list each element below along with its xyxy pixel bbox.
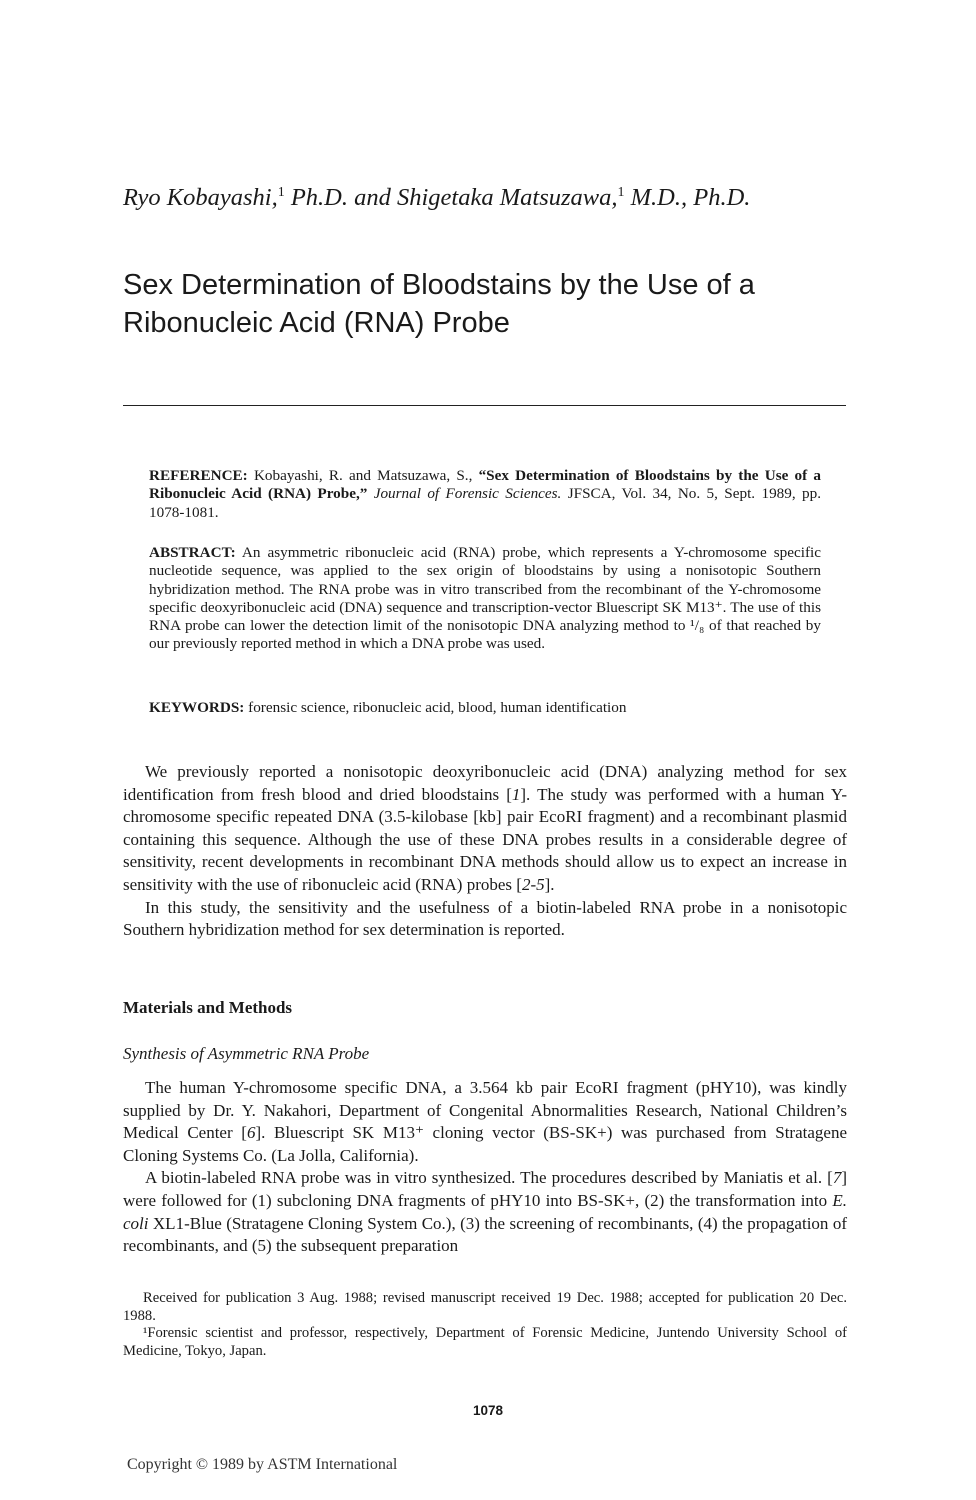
reference-journal: Journal of Forensic Sciences. [367, 485, 562, 503]
methods-p2-text-a: A biotin-labeled RNA probe was in vitro synthesized. The procedures described by Maniatis et al. [ [145, 1168, 833, 1188]
page-number: 1078 [472, 1403, 504, 1418]
author-2-name: Ph.D. and Shigetaka Matsuzawa, [284, 184, 618, 211]
methods-paragraph-1 [123, 1077, 847, 1167]
author-1-name: Ryo Kobayashi, [123, 184, 278, 211]
author-2-degree: M.D., Ph.D. [624, 184, 751, 211]
abstract-text: An asymmetric ribonucleic acid (RNA) probe, which represents a Y-chromosome specific nucleotide sequence, was applied to the sex origin of bloodstains by using a nonisotopic Southern hybridization method. The RNA probe was in vitro transcribed from the recombinant of the Y-chromosome specific deoxyribonucleic acid (DNA) sequence and transcription-vector Bluescript SK M13⁺. The use of this RNA probe can lower the detection limit of the nonisotopic DNA analyzing method to ¹/₈ of that reached by our previously reported method in which a DNA probe was used. [149, 544, 821, 653]
methods-p2-text-c: XL1-Blue (Stratagene Cloning System Co.), (3) the screening of recombinants, (4) the propagation of recombinants, and (5) the subsequent preparation [123, 1213, 847, 1256]
intro-p1-text-a: We previously reported a nonisotopic deoxyribonucleic acid (DNA) analyzing method for sex identification from fresh blood and dried bloodstains [ [123, 762, 847, 804]
footnotes [123, 1290, 847, 1360]
reference-article-title: “Sex Determination of Bloodstains by the Use of a Ribonucleic Acid (RNA) Probe,” [149, 467, 821, 503]
title-line-2: Ribonucleic Acid (RNA) Probe [123, 307, 510, 339]
reference-block [149, 467, 821, 522]
citation-7: 7 [832, 1168, 842, 1188]
methods-p1-text-b: ]. Bluescript SK M13⁺ cloning vector (BS-SK+) was purchased from Stratagene Cloning Systems Co. (La Jolla, California). [123, 1123, 847, 1165]
footnote-received: Received for publication 3 Aug. 1988; revised manuscript received 19 Dec. 1988; accepted for publication 20 Dec. 1988. [123, 1290, 847, 1324]
abstract-label: ABSTRACT: [149, 544, 236, 561]
methods-p2-text-b: ] were followed for (1) subcloning DNA fragments of pHY10 into BS-SK+, (2) the transformation into [123, 1168, 847, 1210]
author-line [123, 184, 883, 212]
citation-6: 6 [246, 1123, 256, 1143]
methods-paragraph-2 [123, 1167, 847, 1257]
keywords-label: KEYWORDS: [149, 699, 245, 716]
citation-2-5: 2-5 [521, 874, 545, 894]
article-title [123, 266, 863, 342]
intro-p1-text-c: ]. [544, 874, 555, 894]
author-1-footnote-mark: 1 [277, 185, 285, 200]
abstract-block [149, 544, 821, 654]
keywords-block [149, 699, 821, 717]
reference-authors: Kobayashi, R. and Matsuzawa, S., [247, 467, 479, 484]
title-line-1: Sex Determination of Bloodstains by the Use of a [123, 269, 755, 301]
species-name: E. coli [123, 1190, 847, 1233]
citation-1: 1 [511, 784, 521, 804]
introduction-section [123, 761, 847, 942]
title-divider [123, 405, 846, 406]
reference-label: REFERENCE: [149, 467, 248, 484]
author-2-footnote-mark: 1 [617, 185, 625, 200]
intro-p1-text-b: ]. The study was performed with a human Y-chromosome specific repeated DNA (3.5-kilobase [kb] pair EcoRI fragment) and a recombinant plasmid containing this sequence. Although the use of these DNA probes results in a considerable degree of sensitivity, recent developments in recombinant DNA methods should allow us to expect an increase in sensitivity with the use of ribonucleic acid (RNA) probes [ [123, 784, 847, 894]
copyright-notice: Copyright © 1989 by ASTM International [127, 1456, 398, 1473]
intro-paragraph-2: In this study, the sensitivity and the usefulness of a biotin-labeled RNA probe in a nonisotopic Southern hybridization method for sex determination is reported. [123, 897, 847, 940]
reference-details: JFSCA, Vol. 34, No. 5, Sept. 1989, pp. 1078-1081. [149, 485, 821, 521]
methods-p1-text-a: The human Y-chromosome specific DNA, a 3.564 kb pair EcoRI fragment (pHY10), was kindly supplied by Dr. Y. Nakahori, Department of Congenital Abnormalities Research, National Children’s Medical Center [ [123, 1078, 847, 1143]
section-heading: Materials and Methods [123, 998, 293, 1017]
keywords-text: forensic science, ribonucleic acid, blood, human identification [244, 699, 627, 716]
subsection-heading: Synthesis of Asymmetric RNA Probe [123, 1044, 370, 1063]
methods-section [123, 1077, 847, 1258]
footnote-affiliation: ¹Forensic scientist and professor, respectively, Department of Forensic Medicine, Juntendo University School of Medicine, Tokyo, Japan. [123, 1325, 847, 1359]
intro-paragraph-1 [123, 761, 847, 897]
